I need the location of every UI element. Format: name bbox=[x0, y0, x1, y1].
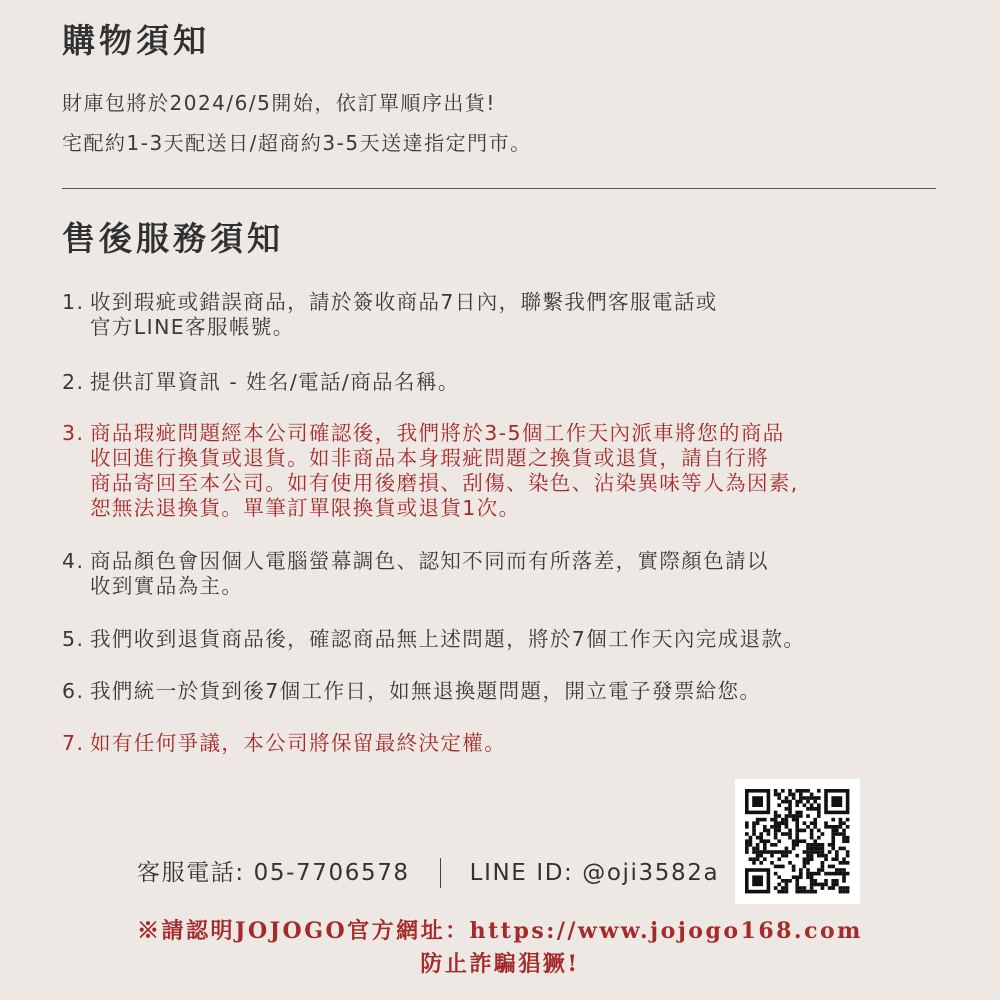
purchase-notice-line: 財庫包將於2024/6/5開始，依訂單順序出貨! bbox=[62, 91, 496, 115]
item-text: 恕無法退換貨。單筆訂單限換貨或退貨1次。 bbox=[90, 496, 521, 520]
after-sales-item-7 bbox=[62, 731, 506, 756]
item-number: 2. bbox=[62, 370, 85, 394]
item-text: 商品瑕疵問題經本公司確認後，我們將於3-5個工作天內派車將您的商品 bbox=[90, 421, 785, 445]
purchase-notice-line: 宅配約1-3天配送日/超商約3-5天送達指定門市。 bbox=[62, 131, 532, 155]
item-text: 收回進行換貨或退貨。如非商品本身瑕疵問題之換貨或退貨，請自行將 bbox=[90, 446, 769, 470]
line-id: LINE ID: @oji3582a bbox=[469, 860, 720, 886]
contact-separator bbox=[440, 858, 441, 888]
item-number: 6. bbox=[62, 679, 85, 703]
item-number: 1. bbox=[62, 290, 85, 314]
item-number: 5. bbox=[62, 627, 85, 651]
item-text: 收到實品為主。 bbox=[90, 574, 244, 598]
after-sales-item-1 bbox=[62, 290, 718, 340]
item-number: 4. bbox=[62, 549, 85, 573]
after-sales-item-3 bbox=[62, 421, 799, 521]
official-site-warning: ※請認明JOJOGO官方網址：https://www.jojogo168.com bbox=[137, 918, 863, 944]
line-qr-code bbox=[735, 779, 860, 904]
item-text: 商品顏色會因個人電腦螢幕調色、認知不同而有所落差，實際顏色請以 bbox=[90, 549, 769, 573]
purchase-notice-title: 購物須知 bbox=[62, 21, 210, 60]
item-number: 7. bbox=[62, 731, 85, 755]
anti-fraud-warning: 防止詐騙猖獗! bbox=[420, 951, 580, 977]
customer-service-phone: 客服電話: 05-7706578 bbox=[137, 860, 410, 886]
after-sales-title: 售後服務須知 bbox=[62, 219, 284, 258]
item-number: 3. bbox=[62, 421, 85, 445]
item-text: 我們收到退貨商品後，確認商品無上述問題，將於7個工作天內完成退款。 bbox=[90, 627, 806, 651]
section-divider bbox=[62, 188, 936, 189]
after-sales-item-6 bbox=[62, 679, 761, 704]
after-sales-item-4 bbox=[62, 549, 769, 599]
item-text: 我們統一於貨到後7個工作日，如無退換題問題，開立電子發票給您。 bbox=[90, 679, 762, 703]
item-text: 商品寄回至本公司。如有使用後磨損、刮傷、染色、沾染異味等人為因素, bbox=[90, 471, 799, 495]
contact-info bbox=[137, 858, 719, 888]
item-text: 官方LINE客服帳號。 bbox=[90, 315, 295, 339]
item-text: 如有任何爭議，本公司將保留最終決定權。 bbox=[90, 731, 507, 755]
qr-code-icon bbox=[735, 779, 860, 904]
after-sales-item-5 bbox=[62, 627, 805, 652]
item-text: 提供訂單資訊 - 姓名/電話/商品名稱。 bbox=[90, 370, 460, 394]
after-sales-item-2 bbox=[62, 370, 460, 395]
item-text: 收到瑕疵或錯誤商品，請於簽收商品7日內，聯繫我們客服電話或 bbox=[90, 290, 718, 314]
